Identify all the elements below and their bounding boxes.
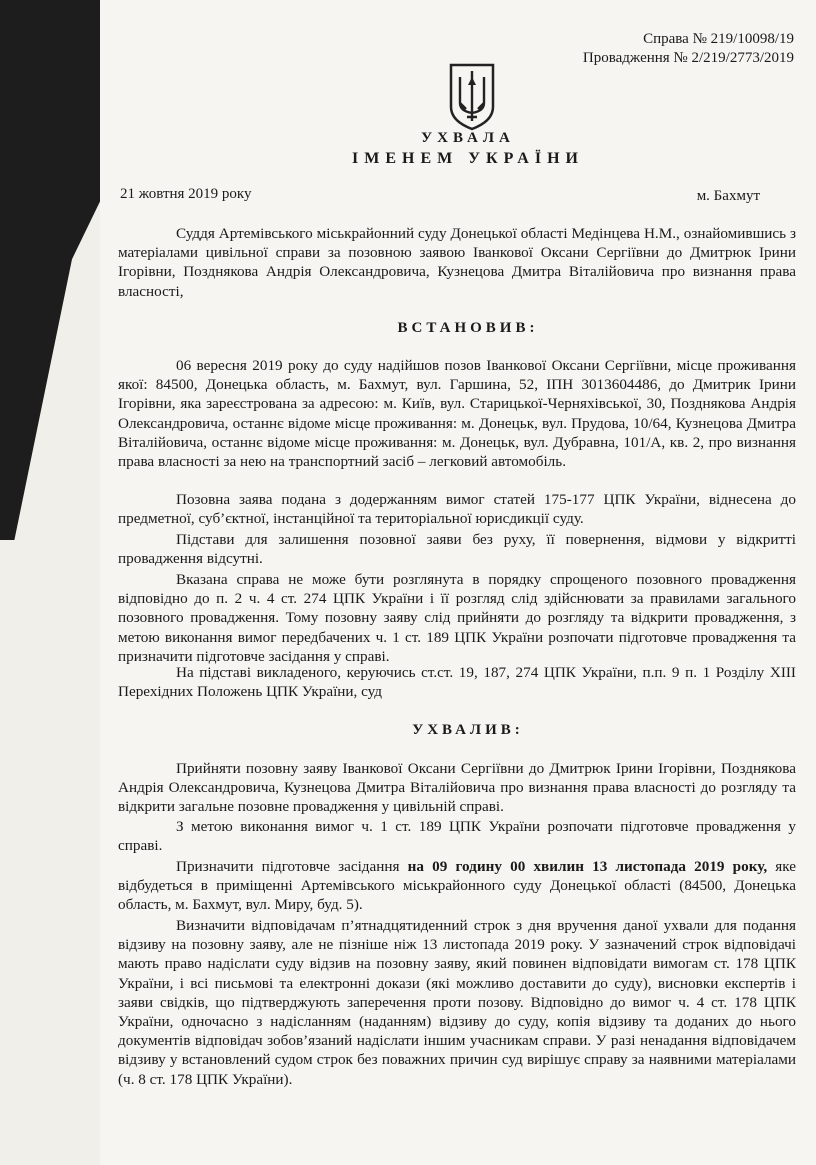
document-title: УХВАЛА: [421, 130, 515, 146]
section-ruled-title: УХВАЛИВ:: [412, 722, 524, 738]
case-header: [583, 30, 794, 68]
ruled-p3-end: яке відбудеться в приміщенні Артемівського міськрайонного суду Донецької області (84500, Донецька область, м. Бахмут, вул. Миру, буд. 5).: [118, 858, 797, 914]
established-paragraph-4: Вказана справа не може бути розглянута в порядку спрощеного позовного провадження відповідно до п. 2 ч. 4 ст. 274 ЦПК України і її розгляд слід здійснювати за правилами загального позовного провадження. Тому позовну заяву слід прийняти до розгляду та відкрити провадження, з метою виконання вимог передбачених ч. 1 ст. 189 ЦПК України розпочати підготовче провадження та призначити підготовче засідання у справі.: [118, 571, 796, 665]
document-subtitle: ІМЕНЕМ УКРАЇНИ: [352, 150, 584, 167]
ruled-paragraph-2: З метою виконання вимог ч. 1 ст. 189 ЦПК України розпочати підготовче провадження у справі.: [118, 818, 796, 855]
ruled-paragraph-1: Прийняти позовну заяву Іванкової Оксани Сергіївни до Дмитрюк Ірини Ігорівни, Позднякова Андрія Олександровича, Кузнецова Дмитра Віталійовича про визнання права власності до розгляду та відкрити загальне позовне провадження у цивільній справі.: [118, 760, 796, 816]
intro-paragraph: Суддя Артемівського міськрайонний суду Донецької області Медінцева Н.М., ознайомившись з матеріалами цивільної справи за позовною заявою Іванкової Оксани Сергіївни до Дмитрюк Ірини Ігорівни, Позднякова Андрія Олександровича, Кузнецова Дмитра Віталійовича про визнання права власності,: [118, 225, 796, 300]
document-city: м. Бахмут: [696, 188, 760, 204]
proceeding-number: Провадження № 2/219/2773/2019: [582, 50, 794, 66]
section-established-title: ВСТАНОВИВ:: [397, 320, 539, 336]
document-date: 21 жовтня 2019 року: [120, 186, 252, 202]
established-paragraph-3: Підстави для залишення позовної заяви без руху, її повернення, відмови у відкритті провадження відсутні.: [118, 531, 796, 568]
established-paragraph-2: Позовна заява подана з додержанням вимог статей 175-177 ЦПК України, віднесена до предметної, суб’єктної, інстанційної та територіальної юрисдикції суду.: [118, 491, 796, 528]
established-paragraph-5: На підставі викладеного, керуючись ст.ст. 19, 187, 274 ЦПК України, п.п. 9 п. 1 Розділу XIII Перехідних Положень ЦПК України, суд: [118, 664, 796, 701]
ruled-paragraph-4: Визначити відповідачам п’ятнадцятиденний строк з дня вручення даної ухвали для подання відзиву на позовну заяву, але не пізніше ніж 13 листопада 2019 року. У зазначений строк відповідачі мають право надіслати суду відзив на позовну заяву, який повинен відповідати вимогам ст. 178 ЦПК України, і всі письмові та електронні докази (які можливо доставити до суду), висновки експертів і заяви свідків, що підтверджують заперечення проти позову. Відповідно до вимог ч. 4 ст. 178 ЦПК України, одночасно з надісланням (наданням) відзиву до суду, копія відзиву та доданих до нього документів відповідач зобов’язаний надіслати іншим учасникам справи. У разі ненадання відповідачем відзиву у встановлений судом строк без поважних причин суд вирішує справу за наявними матеріалами (ч. 8 ст. 178 ЦПК України).: [118, 917, 796, 1088]
ruled-p3-start: Призначити підготовче засідання: [176, 858, 408, 875]
case-number: Справа № 219/10098/19: [643, 31, 794, 47]
hearing-datetime: на 09 годину 00 хвилин 13 листопада 2019 року,: [407, 858, 768, 875]
ruled-paragraph-3: [118, 857, 796, 915]
trident-coat-of-arms-icon: [447, 63, 497, 131]
established-paragraph-1: 06 вересня 2019 року до суду надійшов позов Іванкової Оксани Сергіївни, місце проживання якої: 84500, Донецька область, м. Бахмут, вул. Гаршина, 52, ІПН 3013604486, до Дмитрик Ірини Ігорівни, яка зареєстрована за адресою: м. Київ, вул. Старицької-Черняхівської, 30, Позднякова Андрія Олександровича, останнє відоме місце проживання: м. Донецьк, вул. Прудова, 10/64, Кузнецова Дмитра Віталійовича, останнє відоме місце проживання: м. Донецьк, вул. Дубравна, 101/А, кв. 2, про визнання права власності за нею на транспортний засіб – легковий автомобіль.: [118, 357, 796, 471]
